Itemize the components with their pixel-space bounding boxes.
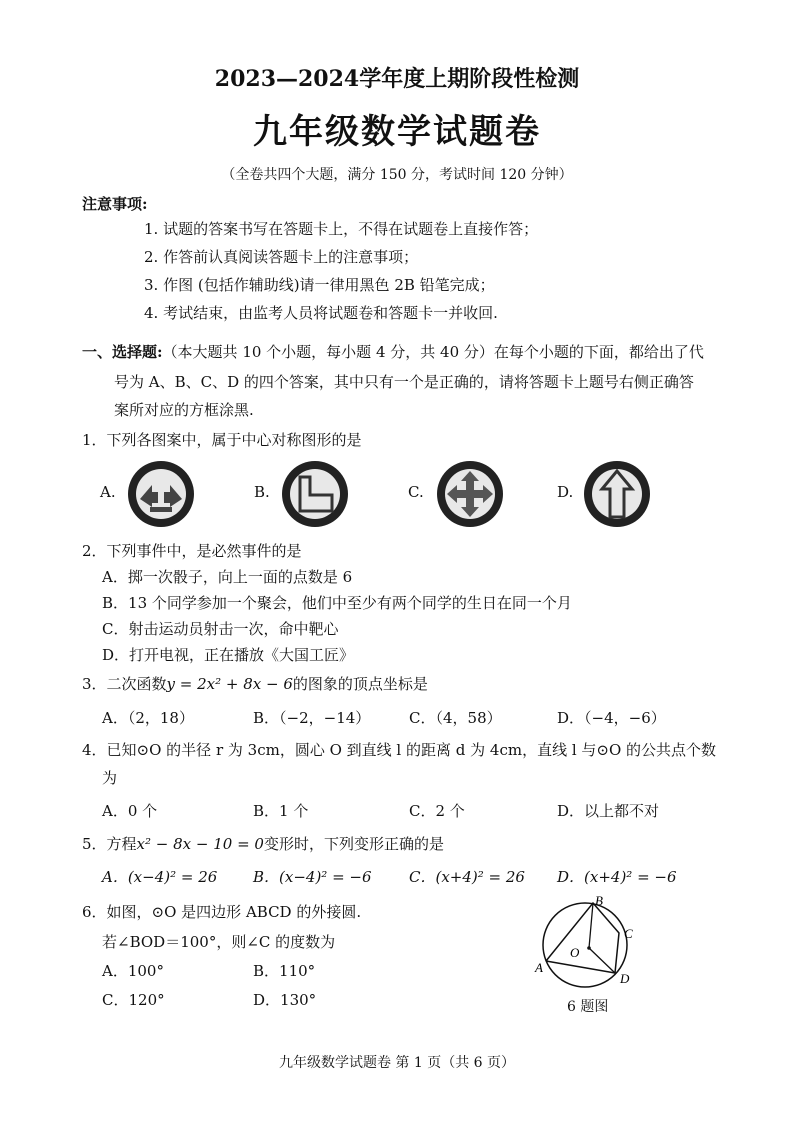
q4-option-b: B．1 个 <box>253 802 309 820</box>
q3-stem-post: 的图象的顶点坐标是 <box>292 675 428 693</box>
q2-stem: 2．下列事件中，是必然事件的是 <box>82 542 302 560</box>
q5-stem-pre: 5．方程 <box>82 835 137 853</box>
q6-option-d: D．130° <box>253 991 317 1009</box>
q3-stem <box>82 673 428 694</box>
q3-option-a: A．（2，18） <box>102 709 194 727</box>
section1-line3: 案所对应的方框涂黑. <box>114 401 254 419</box>
notice-heading: 注意事项: <box>82 195 148 213</box>
page-footer: 九年级数学试题卷 第 1 页（共 6 页） <box>278 1055 516 1071</box>
q5-stem-post: 变形时，下列变形正确的是 <box>263 835 444 853</box>
q3-equation: y = 2x² + 8x − 6 <box>166 675 293 693</box>
section1-line1 <box>82 341 704 362</box>
q4-option-d: D．以上都不对 <box>557 802 660 820</box>
notice-item-3: 3. 作图 (包括作辅助线)请一律用黑色 2B 铅笔完成； <box>144 276 495 294</box>
q6-stem-cont: 若∠BOD＝100°，则∠C 的度数为 <box>102 933 336 951</box>
q5-option-c: C．(x+4)² = 26 <box>409 868 525 886</box>
q2-option-a: A．掷一次骰子，向上一面的点数是 6 <box>102 568 353 586</box>
q5-option-a: A．(x−4)² = 26 <box>102 868 218 886</box>
q1-option-b-figure <box>280 459 350 529</box>
q6-option-b: B．110° <box>253 962 316 980</box>
q4-option-c: C．2 个 <box>409 802 465 820</box>
q5-option-b: B．(x−4)² = −6 <box>253 868 372 886</box>
q2-option-d: D．打开电视，正在播放《大国工匠》 <box>102 646 355 664</box>
section1-line2: 号为 A、B、C、D 的四个答案，其中只有一个是正确的，请将答题卡上题号右侧正确答 <box>114 373 694 391</box>
q1-label-a: A. <box>100 483 116 501</box>
q1-label-b: B. <box>254 483 270 501</box>
q6-option-a: A．100° <box>102 962 164 980</box>
q4-stem-cont: 为 <box>102 769 118 787</box>
q6-point-b: B <box>595 893 603 908</box>
q4-stem: 4．已知⊙O 的半径 r 为 3cm，圆心 O 到直线 l 的距离 d 为 4cm，直线 l 与⊙O 的公共点个数 <box>82 741 717 759</box>
q1-option-d-figure <box>582 459 652 529</box>
notice-item-1: 1. 试题的答案书写在答题卡上，不得在试题卷上直接作答； <box>144 220 539 238</box>
q6-figure <box>526 893 646 993</box>
notice-item-2: 2. 作答前认真阅读答题卡上的注意事项； <box>144 248 419 266</box>
q2-option-b: B．13 个同学参加一个聚会，他们中至少有两个同学的生日在同一个月 <box>102 594 572 612</box>
q6-option-c: C．120° <box>102 991 165 1009</box>
q6-stem: 6．如图，⊙O 是四边形 ABCD 的外接圆. <box>82 903 362 921</box>
q3-stem-pre: 3．二次函数 <box>82 675 167 693</box>
q6-point-o: O <box>570 945 580 960</box>
q6-figure-caption: 6 题图 <box>567 999 609 1015</box>
q5-equation: x² − 8x − 10 = 0 <box>136 835 264 853</box>
q1-label-c: C. <box>408 483 424 501</box>
exam-title-line2: 九年级数学试题卷 <box>253 112 541 152</box>
q6-point-d: D <box>620 971 630 986</box>
q2-option-c: C．射击运动员射击一次，命中靶心 <box>102 620 339 638</box>
q1-option-a-figure <box>126 459 196 529</box>
q3-option-b: B．（−2，−14） <box>253 709 371 727</box>
q1-stem: 1．下列各图案中，属于中心对称图形的是 <box>82 431 362 449</box>
q5-option-d: D．(x+4)² = −6 <box>557 868 677 886</box>
exam-subtitle: （全卷共四个大题，满分 150 分，考试时间 120 分钟） <box>221 167 573 183</box>
q6-circle <box>543 903 627 987</box>
section1-text1: （本大题共 10 个小题，每小题 4 分，共 40 分）在每个小题的下面，都给出了代 <box>162 343 704 361</box>
q6-point-a: A <box>535 960 543 975</box>
exam-title-line1: 2023—2024学年度上期阶段性检测 <box>214 66 580 92</box>
q4-option-a: A．0 个 <box>102 802 158 820</box>
q6-point-c: C <box>624 926 633 941</box>
notice-item-4: 4. 考试结束，由监考人员将试题卷和答题卡一并收回. <box>144 304 498 322</box>
q1-option-c-figure <box>435 459 505 529</box>
section1-heading: 一、选择题: <box>82 343 163 361</box>
q3-option-d: D．（−4，−6） <box>557 709 666 727</box>
q1-label-d: D. <box>557 483 574 501</box>
q3-option-c: C．（4，58） <box>409 709 502 727</box>
q5-stem <box>82 833 444 854</box>
